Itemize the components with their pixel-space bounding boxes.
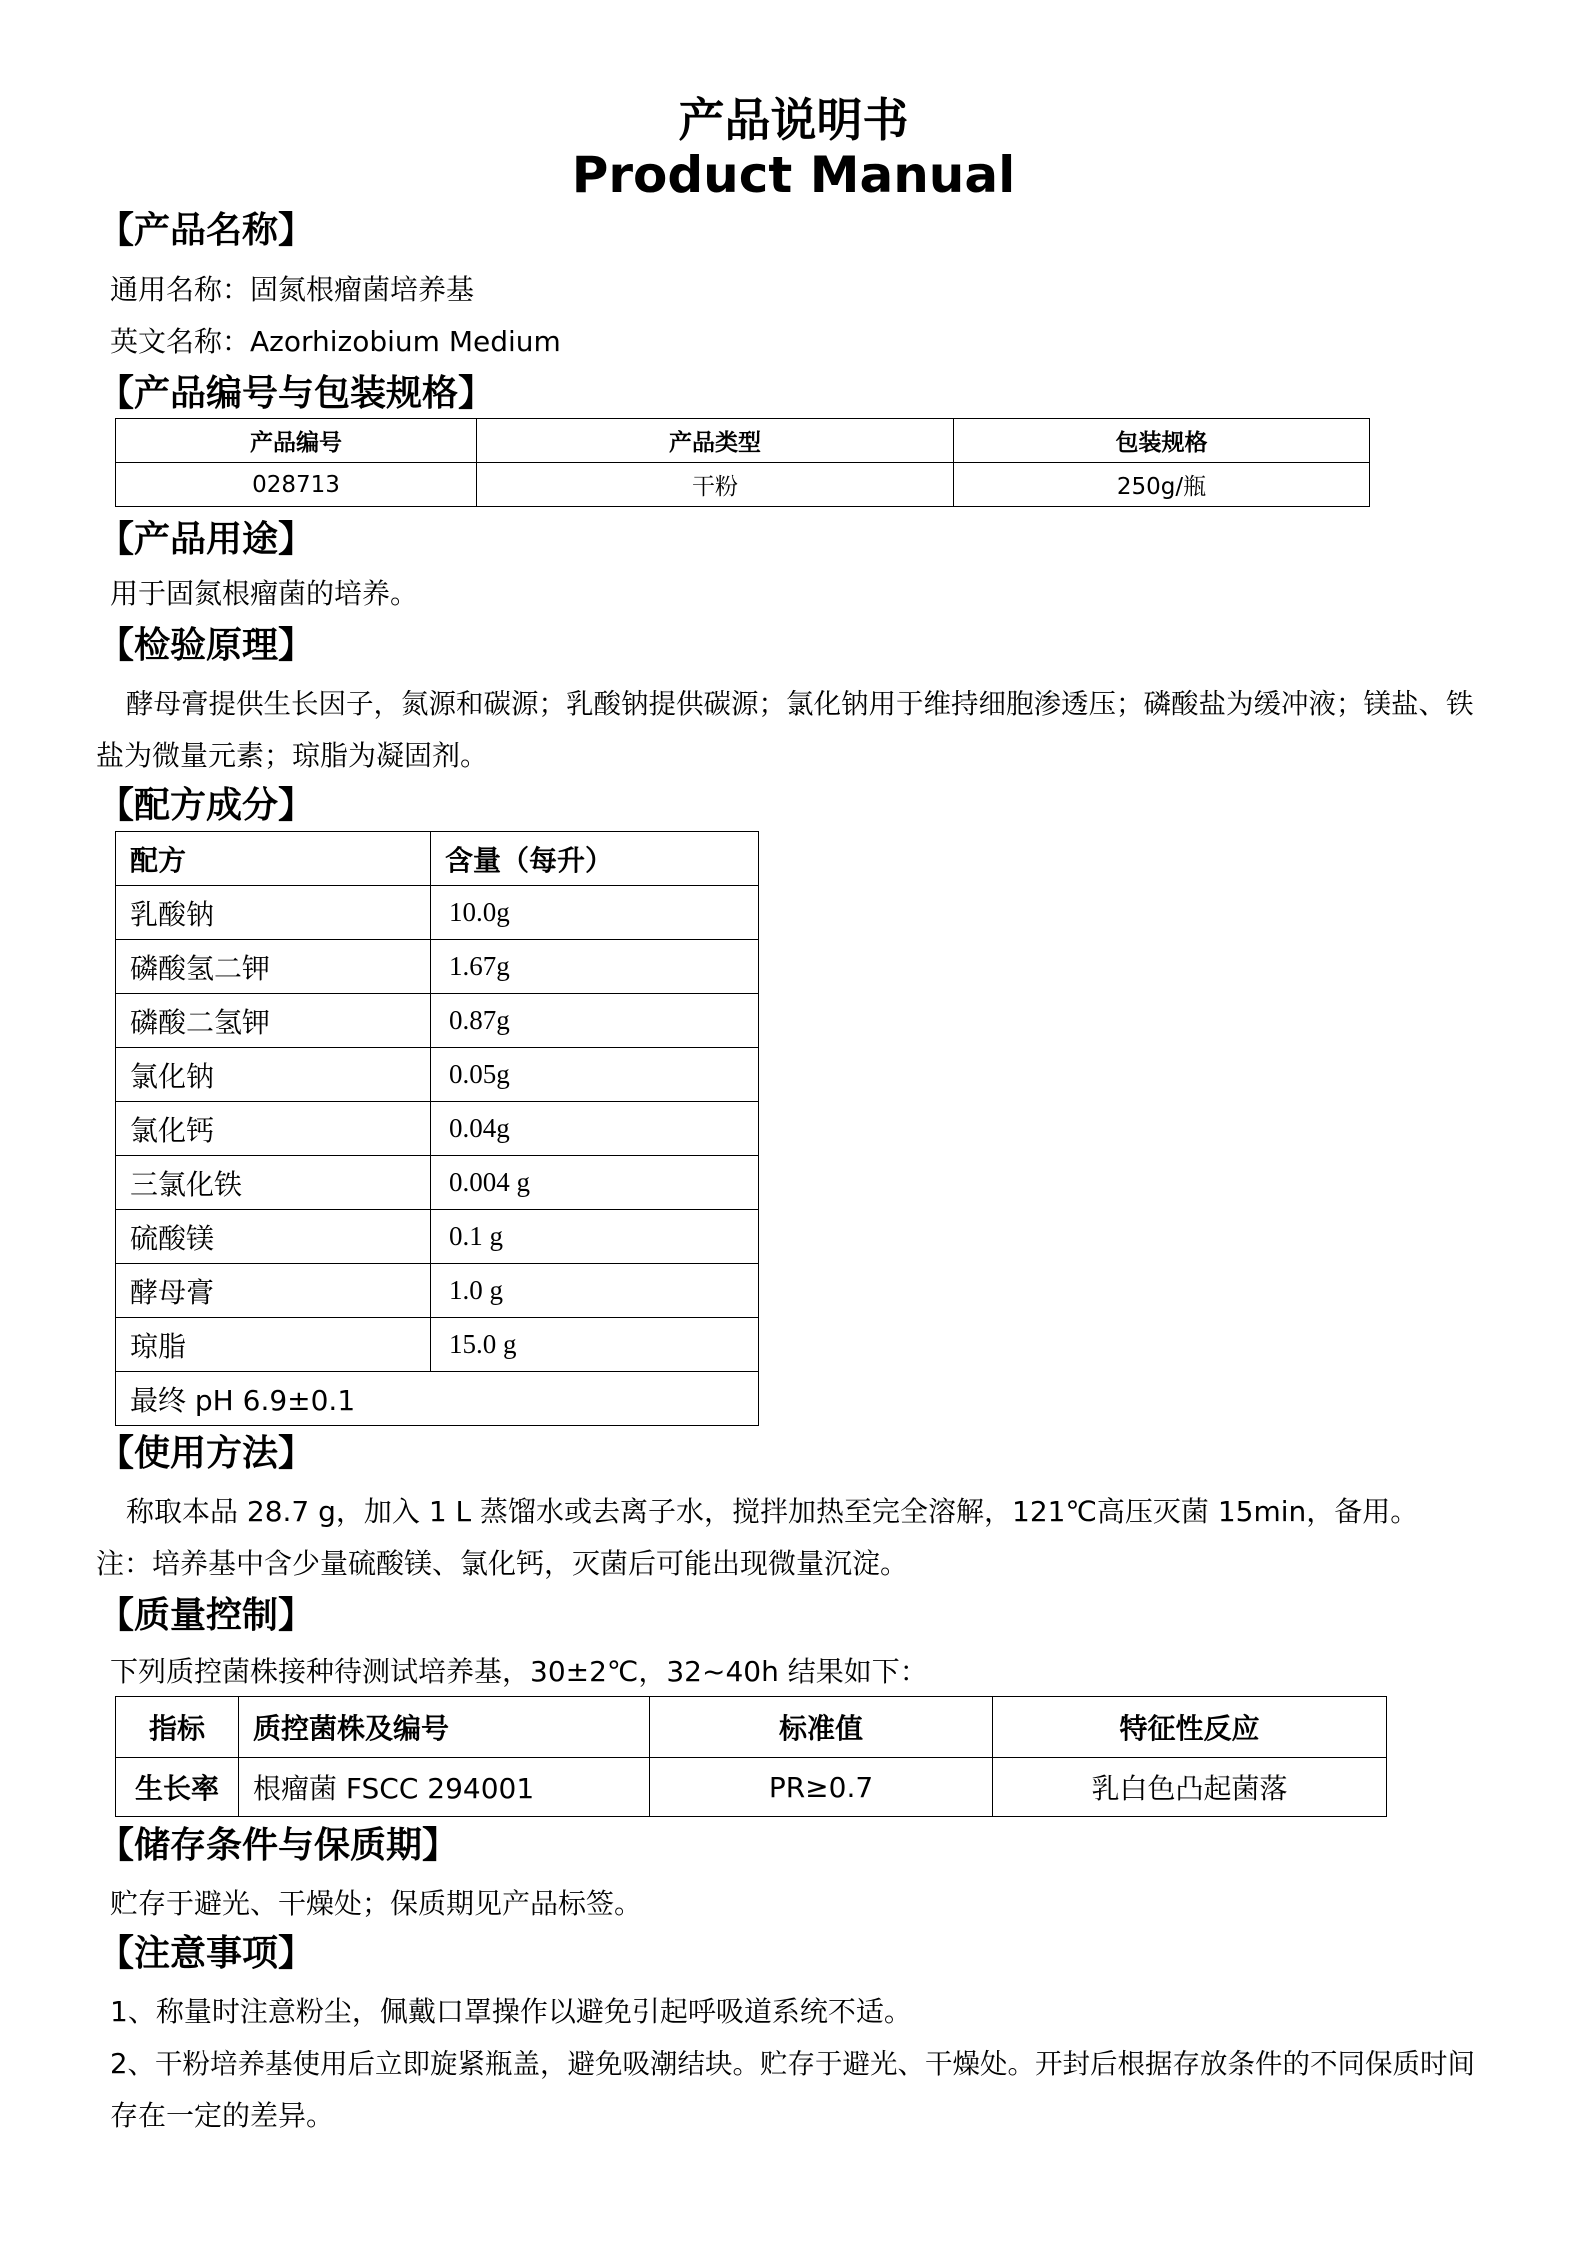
qc-header-row [116,1697,1387,1758]
cell-type: 干粉 [477,463,954,507]
storage-text: 贮存于避光、干燥处；保质期见产品标签。 [110,1887,643,1920]
note-item-2-line-2: 存在一定的差异。 [110,2099,335,2132]
ingredient-name: 氯化钠 [116,1048,431,1102]
heading-method: 【使用方法】 [98,1433,315,1474]
heading-product-name: 【产品名称】 [98,210,315,251]
header-package: 包装规格 [954,419,1370,463]
product-code-table [115,418,1370,507]
generic-name: 通用名称：固氮根瘤菌培养基 [110,273,475,306]
ingredient-amount: 0.04g [431,1102,759,1156]
qc-cell-reaction: 乳白色凸起菌落 [993,1758,1387,1817]
formula-table [115,831,759,1426]
ingredient-name: 乳酸钠 [116,886,431,940]
formula-header-row [116,832,759,886]
method-text: 称取本品 28.7 g，加入 1 L 蒸馏水或去离子水，搅拌加热至完全溶解，121℃高压灭菌 15min，备用。 [126,1495,1419,1528]
ingredient-name: 氯化钙 [116,1102,431,1156]
qc-header-reaction: 特征性反应 [993,1697,1387,1758]
header-amount: 含量（每升） [431,832,759,886]
qc-header-indicator: 指标 [116,1697,239,1758]
qc-row [116,1758,1387,1817]
ingredient-name: 磷酸氢二钾 [116,940,431,994]
ingredient-amount: 15.0 g [431,1318,759,1372]
ingredient-name: 琼脂 [116,1318,431,1372]
heading-notes: 【注意事项】 [98,1933,315,1974]
heading-use: 【产品用途】 [98,519,315,560]
table-row [116,1264,759,1318]
table-row [116,1048,759,1102]
ingredient-amount: 1.0 g [431,1264,759,1318]
ingredient-amount: 0.1 g [431,1210,759,1264]
qc-header-strain: 质控菌株及编号 [239,1697,650,1758]
table-row [116,1210,759,1264]
table-row [116,886,759,940]
heading-quality-control: 【质量控制】 [98,1595,315,1636]
heading-storage: 【储存条件与保质期】 [98,1825,459,1866]
qc-cell-standard: PR≥0.7 [650,1758,993,1817]
qc-intro: 下列质控菌株接种待测试培养基，30±2℃，32~40h 结果如下： [110,1655,928,1688]
ingredient-amount: 0.004 g [431,1156,759,1210]
qc-cell-strain: 根瘤菌 FSCC 294001 [239,1758,650,1817]
table-row [116,463,1370,507]
table-row [116,940,759,994]
header-ingredient: 配方 [116,832,431,886]
qc-header-standard: 标准值 [650,1697,993,1758]
formula-rows [116,886,759,1372]
ingredient-amount: 0.87g [431,994,759,1048]
ingredient-name: 磷酸二氢钾 [116,994,431,1048]
ingredient-amount: 10.0g [431,886,759,940]
principle-line-1: 酵母膏提供生长因子，氮源和碳源；乳酸钠提供碳源；氯化钠用于维持细胞渗透压；磷酸盐为缓冲液；镁盐、铁 [126,688,1474,720]
note-item-2-line-1: 2、干粉培养基使用后立即旋紧瓶盖，避免吸潮结块。贮存于避光、干燥处。开封后根据存放条件的不同保质时间 [110,2048,1475,2080]
cell-code: 028713 [116,463,477,507]
ingredient-name: 硫酸镁 [116,1210,431,1264]
cell-package: 250g/瓶 [954,463,1370,507]
english-name: 英文名称：Azorhizobium Medium [110,325,561,358]
table-header-row [116,419,1370,463]
table-row [116,1318,759,1372]
table-row [116,1102,759,1156]
note-item-1: 1、称量时注意粉尘，佩戴口罩操作以避免引起呼吸道系统不适。 [110,1995,912,2028]
final-ph: 最终 pH 6.9±0.1 [116,1372,759,1426]
heading-principle: 【检验原理】 [98,625,315,666]
ingredient-name: 酵母膏 [116,1264,431,1318]
qc-table [115,1696,1387,1817]
title-chinese: 产品说明书 [678,93,909,147]
ingredient-amount: 0.05g [431,1048,759,1102]
title-english: Product Manual [571,146,1016,204]
table-row [116,1156,759,1210]
ingredient-name: 三氯化铁 [116,1156,431,1210]
table-row [116,994,759,1048]
use-text: 用于固氮根瘤菌的培养。 [110,577,419,610]
header-code: 产品编号 [116,419,477,463]
qc-cell-indicator: 生长率 [116,1758,239,1817]
ingredient-amount: 1.67g [431,940,759,994]
heading-formula: 【配方成分】 [98,785,315,826]
principle-line-2: 盐为微量元素；琼脂为凝固剂。 [96,739,489,772]
heading-product-code: 【产品编号与包装规格】 [98,373,495,414]
header-type: 产品类型 [477,419,954,463]
method-note: 注：培养基中含少量硫酸镁、氯化钙，灭菌后可能出现微量沉淀。 [96,1547,909,1580]
final-ph-row [116,1372,759,1426]
